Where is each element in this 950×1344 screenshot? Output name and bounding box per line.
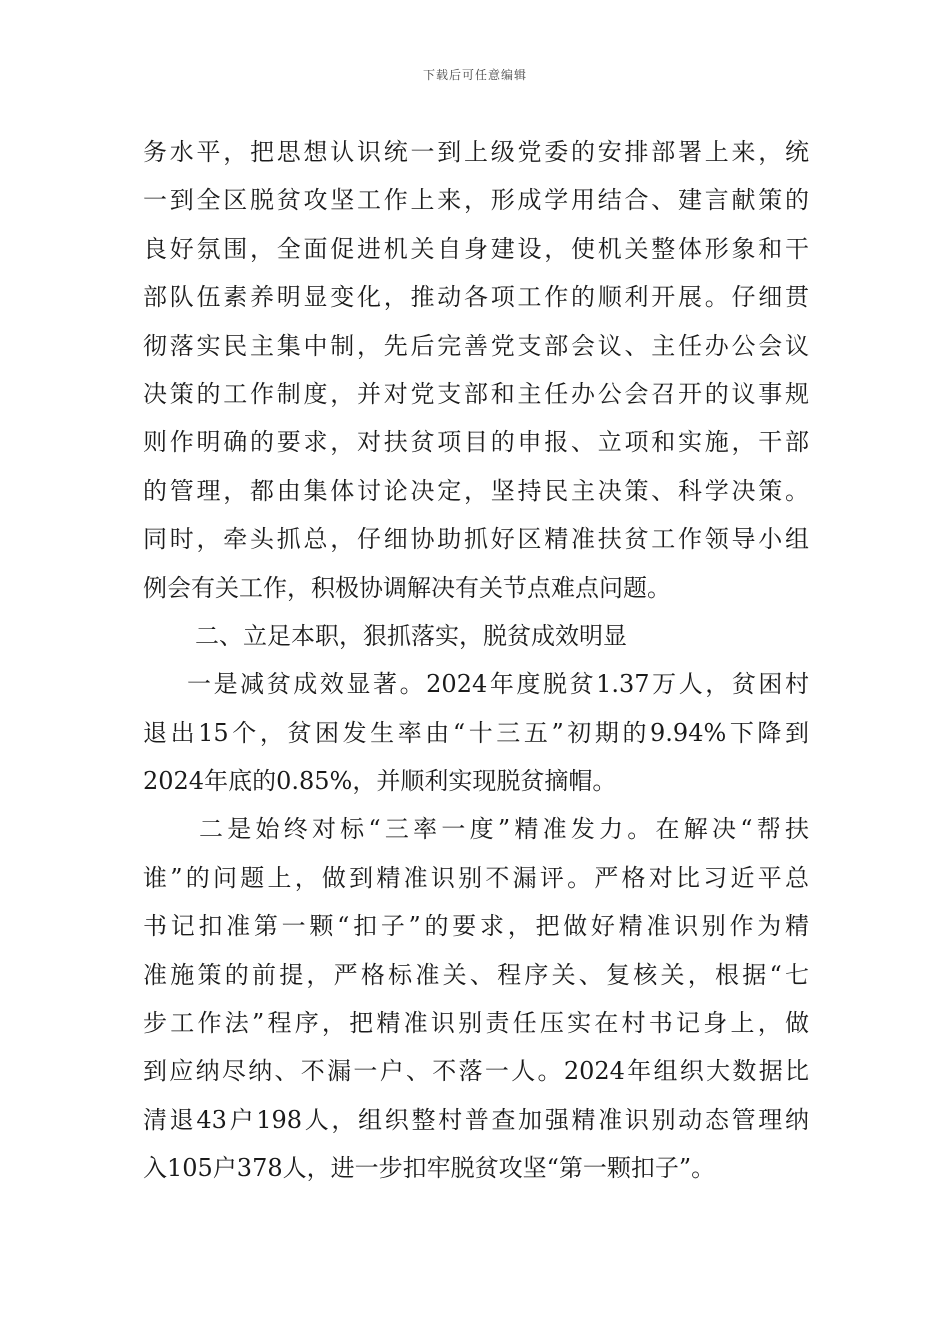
paragraph-line: 则作明确的要求，对扶贫项目的申报、立项和实施，干部 [143,428,809,457]
body-text [143,128,809,1193]
paragraph-line: 二是始终对标“三率一度”精准发力。在解决“帮扶 [199,815,809,844]
paragraph-line: 例会有关工作，积极协调解决有关节点难点问题。 [143,573,671,602]
paragraph-line: 部队伍素养明显变化，推动各项工作的顺利开展。仔细贯 [143,283,809,312]
paragraph-line: 彻落实民主集中制，先后完善党支部会议、主任办公会议 [143,331,809,360]
paragraph-line: 到应纳尽纳、不漏一户、不落一人。2024年组织大数据比 [143,1057,809,1086]
paragraph-line: 步工作法”程序，把精准识别责任压实在村书记身上，做 [143,1009,809,1038]
paragraph-line: 入105户378人，进一步扣牢脱贫攻坚“第一颗扣子”。 [143,1154,716,1183]
paragraph-line: 务水平，把思想认识统一到上级党委的安排部署上来，统 [143,138,809,166]
paragraph-line: 准施策的前提，严格标准关、程序关、复核关，根据“七 [143,960,809,989]
paragraph-line: 同时，牵头抓总，仔细协助抓好区精准扶贫工作领导小组 [143,525,809,554]
paragraph-line: 的管理，都由集体讨论决定，坚持民主决策、科学决策。 [143,476,809,505]
header-note: 下载后可任意编辑 [422,68,527,82]
paragraph-line: 一到全区脱贫攻坚工作上来，形成学用结合、建言献策的 [143,186,809,215]
paragraph-line: 谁”的问题上，做到精准识别不漏评。严格对比习近平总 [143,863,809,892]
paragraph-line: 良好氛围，全面促进机关自身建设，使机关整体形象和干 [143,234,809,263]
paragraph-line: 一是减贫成效显著。2024年度脱贫1.37万人，贫困村 [187,670,809,699]
paragraph-line: 2024年底的0.85%，并顺利实现脱贫摘帽。 [143,767,617,796]
section-heading: 二、立足本职，狠抓落实，脱贫成效明显 [195,621,627,650]
paragraph-line: 清退43户198人，组织整村普查加强精准识别动态管理纳 [143,1105,809,1134]
paragraph-line: 书记扣准第一颗“扣子”的要求，把做好精准识别作为精 [143,912,809,941]
paragraph-line: 决策的工作制度，并对党支部和主任办公会召开的议事规 [143,379,809,408]
paragraph-line: 退出15个，贫困发生率由“十三五”初期的9.94%下降到 [143,718,809,747]
